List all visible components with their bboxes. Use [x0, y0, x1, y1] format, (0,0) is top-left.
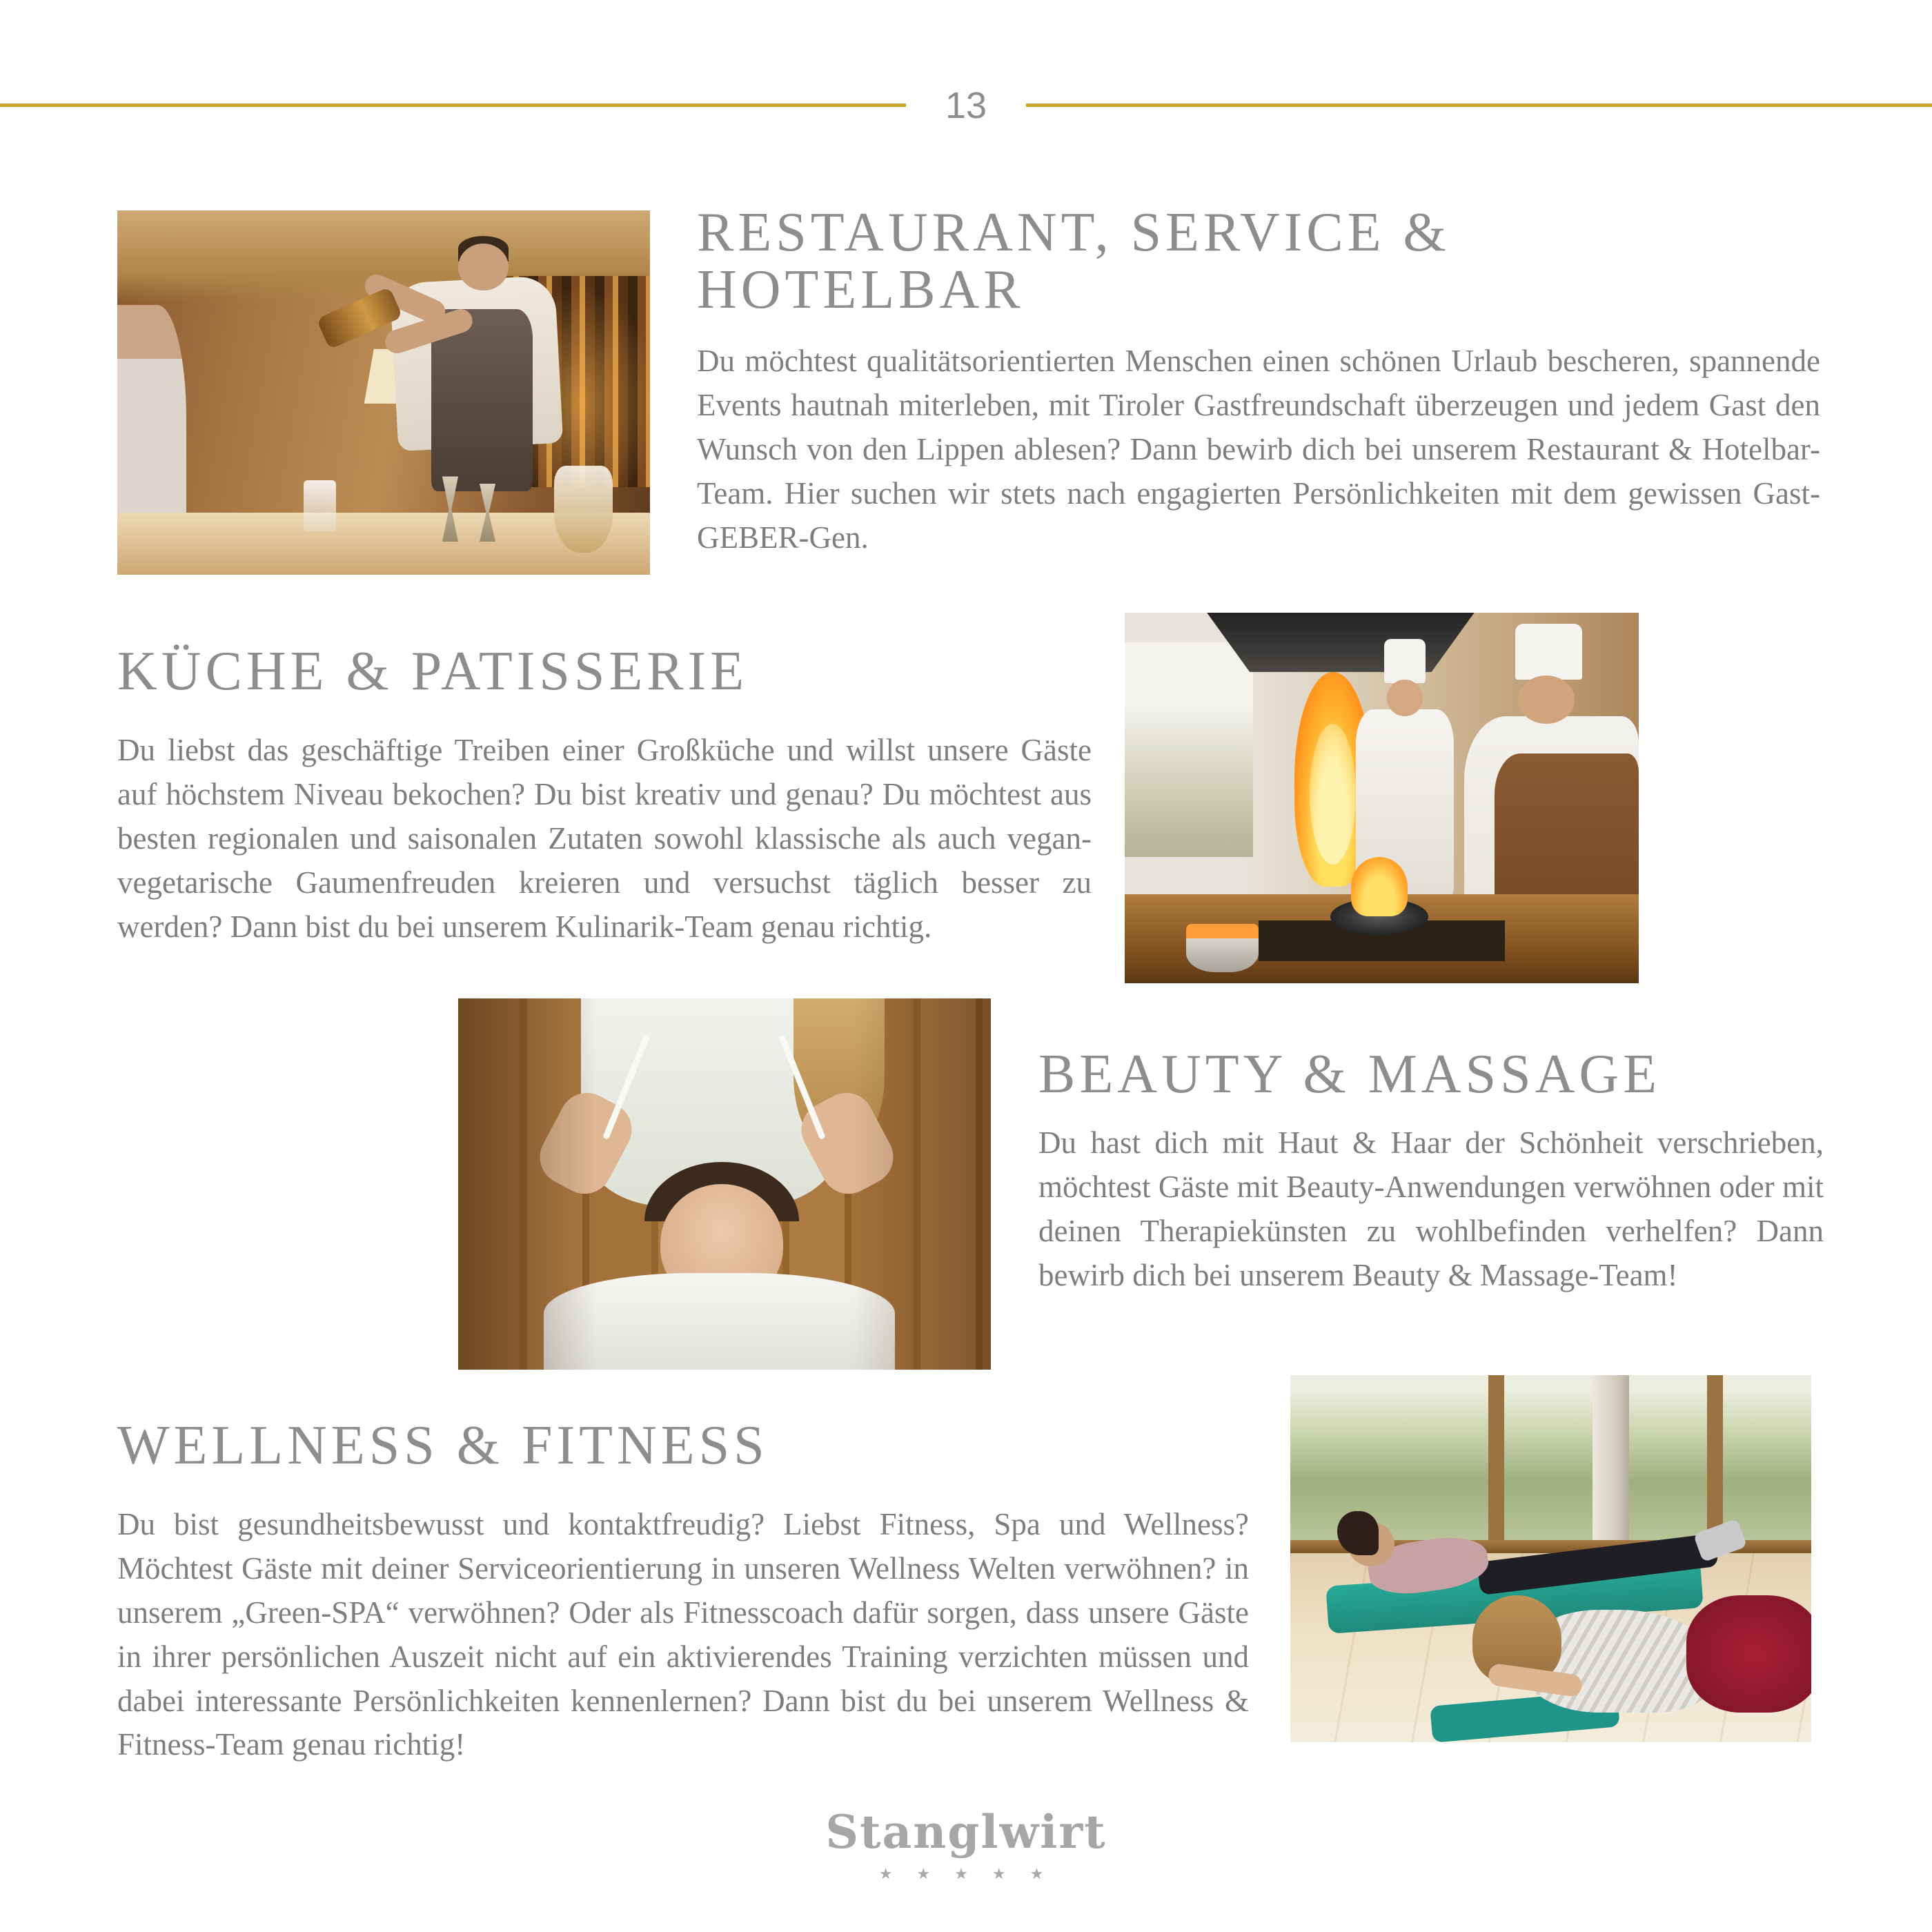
gold-rule-right — [1026, 103, 1932, 107]
birch-trunk-shape — [1593, 1375, 1629, 1548]
gold-rule-left — [0, 103, 906, 107]
kitchen-flambe-photo — [1125, 613, 1639, 983]
stanglwirt-logo: Stanglwirt — [825, 1805, 1107, 1859]
bar-glass-shape — [304, 480, 335, 531]
bar-decanter-shape — [554, 466, 613, 553]
section-beauty — [1038, 1046, 1824, 1298]
bartender-head-shape — [458, 244, 509, 291]
athlete2-skirt-shape — [1686, 1595, 1811, 1713]
section-body-wellness: Du bist gesundheitsbewusst und kontaktfreudig? Liebst Fitness, Spa und Wellness? Möchtest Gäste mit deiner Serviceorientierung in unseren Wellness Welten verwöhnen? in unserem „Green-SPA“ verwöhnen? Oder als Fitnesscoach dafür sorgen, dass unsere Gäste in ihrer persönlichen Auszeit nicht auf ein aktivierendes Training verzichten müssen und dabei interessante Persönlichkeiten kennenlernen? Dann bist du bei unserem Wellness & Fitness-Team genau richtig! — [117, 1507, 1249, 1762]
section-body-beauty: Du hast dich mit Haut & Haar der Schönheit verschrieben, möchtest Gäste mit Beauty-Anwendungen verwöhnen oder mit deinen Therapiekünsten zu wohlbefinden verhelfen? Dann bewirb dich bei unserem Beauty & Massage-Team! — [1038, 1125, 1824, 1292]
athlete1-ponytail-shape — [1337, 1511, 1379, 1555]
beauty-treatment-photo — [458, 998, 991, 1370]
chef2-hat-shape — [1515, 624, 1582, 680]
kitchen-hood-shape — [1207, 613, 1474, 672]
page-number: 13 — [945, 85, 987, 126]
window-frame-shape — [1488, 1375, 1504, 1548]
section-restaurant — [697, 204, 1820, 560]
flame-core-shape — [1310, 724, 1356, 865]
five-stars-icon: ★ ★ ★ ★ ★ — [878, 1866, 1054, 1883]
chef2-head-shape — [1518, 676, 1575, 724]
kitchen-window-shape — [1125, 642, 1253, 857]
section-body-kueche: Du liebst das geschäftige Treiben einer Großküche und willst unsere Gäste auf höchstem Niveau bekochen? Du bist kreativ und genau? Du möchtest aus besten regionalen und saisonalen Zutaten sowohl klassische als auch vegan-vegetarische Gaumenfreuden kreieren und versuchst täglich besser zu werden? Dann bist du bei unserem Kulinarik-Team genau richtig. — [117, 733, 1092, 944]
spa-vignette-shape — [458, 998, 991, 1370]
chef1-hat-shape — [1384, 639, 1426, 683]
section-title-kueche: KÜCHE & PATISSERIE — [117, 641, 749, 702]
window-frame-shape — [1707, 1375, 1723, 1548]
section-body-restaurant: Du möchtest qualitätsorientierten Menschen einen schönen Urlaub bescheren, spannende Events hautnah miterleben, mit Tiroler Gastfreundschaft überzeugen und jedem Gast den Wunsch von den Lippen ablesen? Dann bewirb dich bei unserem Restaurant & Hotelbar-Team. Hier suchen wir stets nach engagierten Persönlichkeiten mit dem gewissen Gast-GEBER-Gen. — [697, 344, 1820, 555]
kitchen-pot-shape — [1186, 924, 1258, 972]
section-title-wellness: WELLNESS & FITNESS — [117, 1415, 769, 1476]
chef1-head-shape — [1387, 680, 1423, 717]
wellness-fitness-photo — [1290, 1375, 1811, 1742]
footer — [0, 1805, 1932, 1883]
restaurant-bar-photo — [117, 210, 650, 575]
section-title-restaurant: RESTAURANT, SERVICE & HOTELBAR — [697, 202, 1450, 321]
section-title-beauty: BEAUTY & MASSAGE — [1038, 1044, 1661, 1105]
pan-flame-shape — [1351, 857, 1408, 916]
